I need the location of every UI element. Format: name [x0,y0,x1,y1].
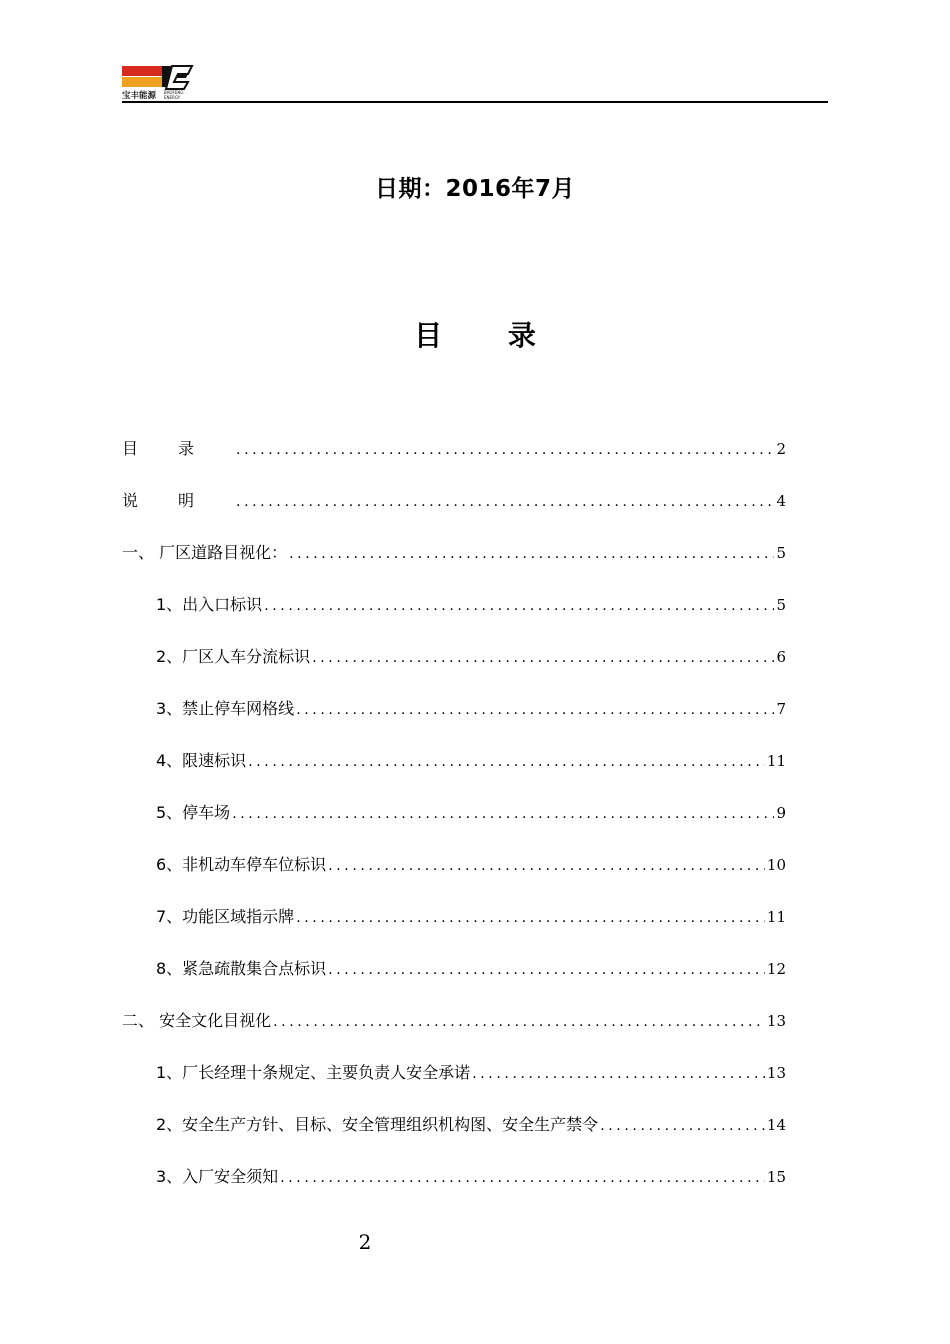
toc-entry-label: 3、入厂安全须知 [156,1167,279,1186]
toc-entry[interactable] [122,1114,786,1166]
toc-entry-label: 一、 厂区道路目视化： [122,543,288,562]
toc-leader-dots [472,1063,765,1085]
toc-entry-page: 4 [776,492,786,510]
toc-entry-label: 目录 [122,439,235,458]
toc-entry-label: 8、紧急疏散集合点标识 [156,959,327,978]
toc-entry-page: 9 [776,804,786,822]
company-logo [122,62,196,102]
toc-entry-page: 6 [776,648,786,666]
toc-entry[interactable] [122,490,786,542]
toc-entry[interactable] [122,750,786,802]
svg-text:宝丰能源: 宝丰能源 [122,91,157,101]
toc-leader-dots [328,959,765,981]
toc-leader-dots [280,1167,765,1189]
svg-text:BAOFENG: BAOFENG [164,90,184,95]
page-number: 2 [358,1230,372,1254]
toc-entry-label: 说明 [122,491,235,510]
toc-leader-dots [236,491,774,513]
toc-entry-label: 3、禁止停车网格线 [156,699,295,718]
toc-leader-dots [600,1115,765,1137]
toc-entry[interactable] [122,438,786,490]
toc-entry[interactable] [122,594,786,646]
toc-entry-label: 1、出入口标识 [156,595,263,614]
toc-entry-label: 4、限速标识 [156,751,247,770]
toc-entry-label: 5、停车场 [156,803,231,822]
toc-leader-dots [289,543,774,565]
toc-leader-dots [312,647,774,669]
toc-entry[interactable] [122,542,786,594]
toc-entry-page: 5 [776,544,786,562]
toc-leader-dots [296,907,765,929]
toc-entry-page: 13 [766,1012,786,1030]
header-rule [122,101,828,103]
toc-entry-label: 2、厂区人车分流标识 [156,647,311,666]
toc-entry-label: 2、安全生产方针、目标、安全管理组织机构图、安全生产禁令 [156,1115,599,1134]
table-of-contents [122,438,786,1218]
toc-entry-page: 15 [766,1168,786,1186]
toc-entry-label: 7、功能区域指示牌 [156,907,295,926]
toc-title: 目 录 [414,319,564,352]
document-date: 日期：2016年7月 [374,176,576,202]
toc-entry-page: 5 [776,596,786,614]
toc-entry[interactable] [122,698,786,750]
toc-leader-dots [236,439,774,461]
toc-entry[interactable] [122,906,786,958]
toc-entry[interactable] [122,854,786,906]
toc-leader-dots [248,751,765,773]
toc-leader-dots [328,855,765,877]
toc-entry-page: 12 [766,960,786,978]
toc-leader-dots [296,699,774,721]
toc-leader-dots [232,803,774,825]
toc-entry[interactable] [122,646,786,698]
toc-leader-dots [264,595,774,617]
svg-text:ENERGY: ENERGY [164,95,181,100]
toc-entry-label: 1、厂长经理十条规定、主要负责人安全承诺 [156,1063,471,1082]
toc-entry-page: 10 [766,856,786,874]
toc-entry-page: 13 [766,1064,786,1082]
toc-entry[interactable] [122,1062,786,1114]
toc-leader-dots [273,1011,765,1033]
toc-entry-page: 2 [776,440,786,458]
toc-entry-page: 7 [776,700,786,718]
toc-entry-label: 6、非机动车停车位标识 [156,855,327,874]
toc-entry-label: 二、 安全文化目视化 [122,1011,272,1030]
toc-entry-page: 11 [766,908,786,926]
toc-entry[interactable] [122,802,786,854]
toc-entry-page: 11 [766,752,786,770]
toc-entry[interactable] [122,1010,786,1062]
toc-entry[interactable] [122,958,786,1010]
toc-entry[interactable] [122,1166,786,1218]
toc-entry-page: 14 [766,1116,786,1134]
page-header [122,62,830,104]
